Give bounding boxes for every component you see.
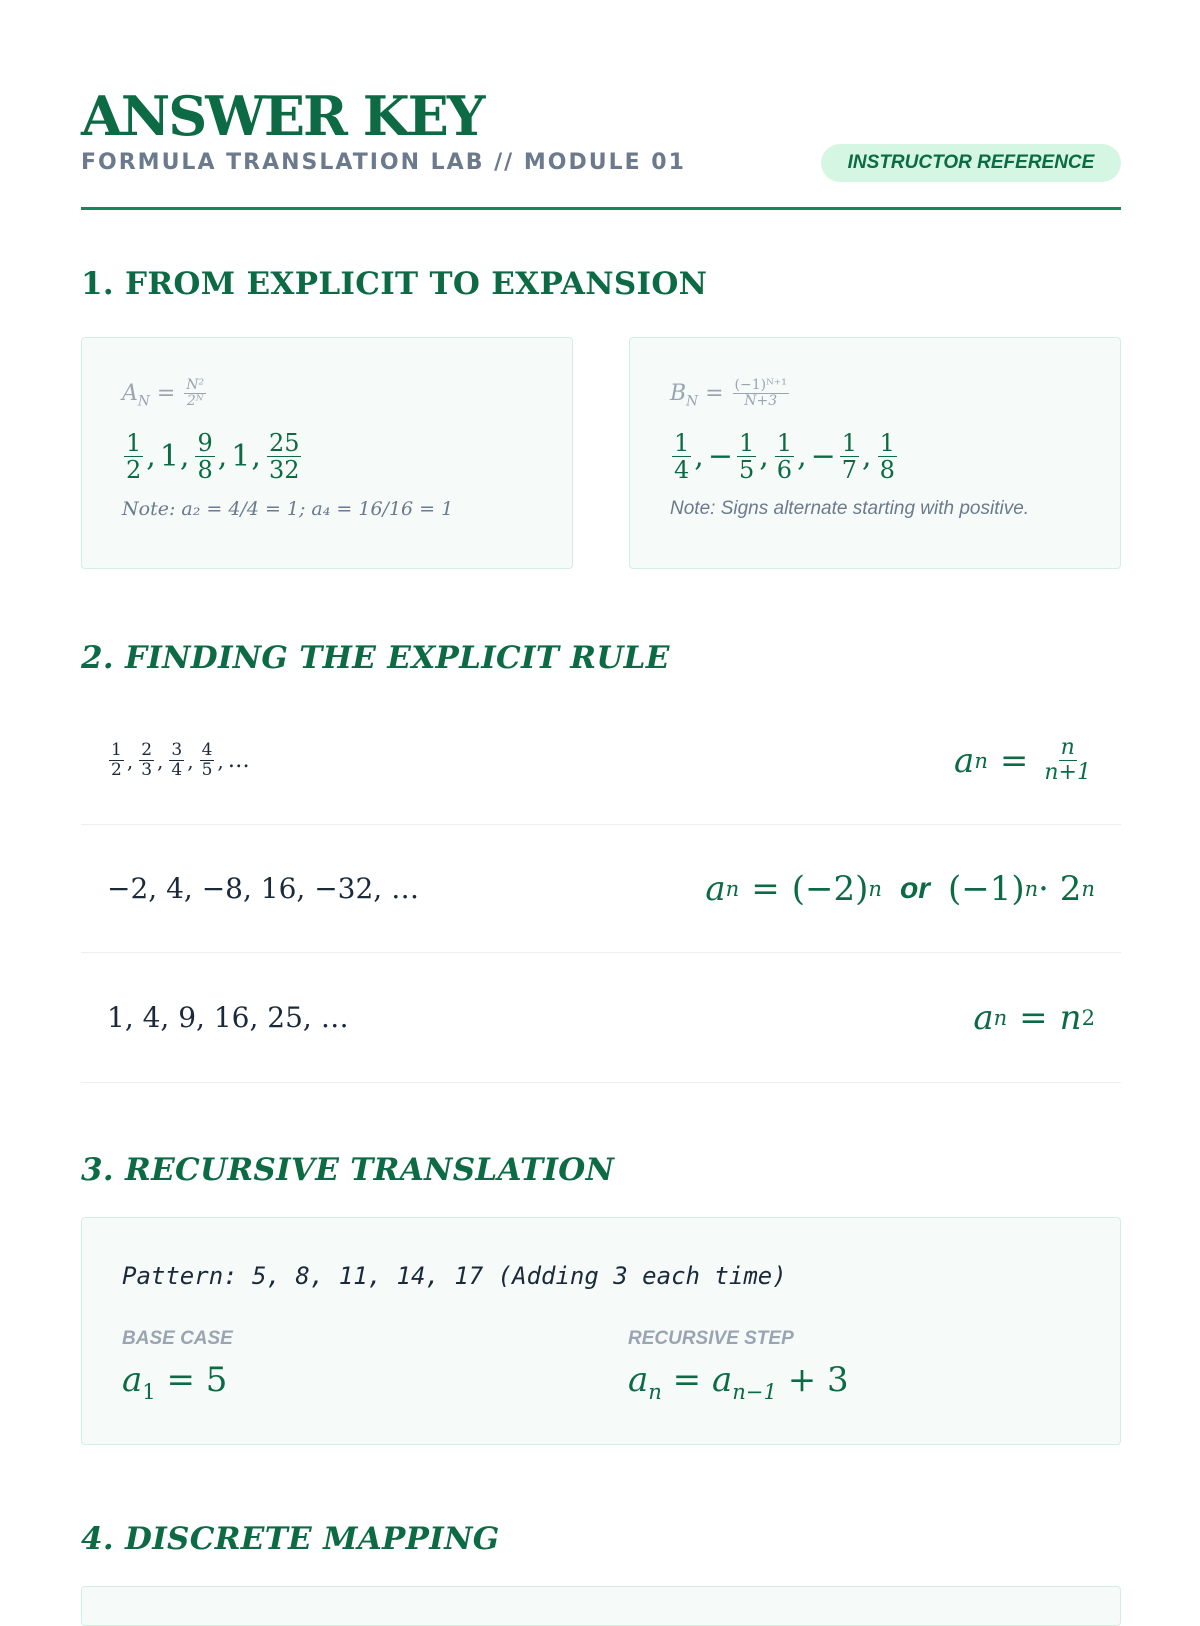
sequence-2: −2, 4, −8, 16, −32, … (107, 872, 420, 905)
base-case-label: BASE CASE (122, 1328, 233, 1349)
recursive-step-label: RECURSIVE STEP (628, 1328, 794, 1349)
formula-b-eq: = (705, 380, 724, 406)
formula-a-fraction (184, 378, 206, 410)
page-subtitle: FORMULA TRANSLATION LAB // MODULE 01 (81, 150, 686, 175)
term-b2: $\frac{1}{5}$ (738, 429, 755, 485)
term-b5: $\frac{1}{8}$ (879, 429, 895, 485)
note-a: Note: a₂ = 4/4 = 1; a₄ = 16/16 = 1 (122, 498, 454, 520)
section-4-title: 4. DISCRETE MAPPING (81, 1521, 500, 1557)
term-a2: 1 (159, 439, 179, 475)
formula-b-num: (−1)ᴺ⁺¹ (734, 377, 787, 393)
formula-b-lhs: B (670, 380, 687, 406)
pattern-text: Pattern: 5, 8, 11, 14, 17 (Adding 3 each time) (122, 1262, 787, 1290)
rule-row-2 (81, 825, 1121, 953)
term-b3: $\frac{1}{6}$ (776, 429, 793, 485)
sequence-1: $\frac{1}{2}$ , $\frac{2}{3}$ , $\frac{3}{4}$ , $\frac{4}{5}$ , … (111, 740, 250, 780)
formula-a-den: 2ᴺ (186, 393, 204, 410)
formula-a-num: N² (186, 377, 205, 393)
formula-a-eq: = (156, 380, 176, 406)
rule-2: a n = (−2) n or (−1) n · 2 n (705, 868, 1095, 909)
instructor-reference-badge: INSTRUCTOR REFERENCE (821, 144, 1121, 182)
note-b: Note: Signs alternate starting with positive. (670, 498, 1030, 519)
sequence-3: 1, 4, 9, 16, 25, … (107, 1001, 349, 1034)
recursive-step-equation: $a_n = a_{n-1} + 3$ (628, 1360, 849, 1404)
formula-a-lhs: A (122, 380, 138, 406)
formula-b-fraction (733, 378, 789, 410)
formula-b-sub: N (686, 393, 699, 410)
base-case-equation: $a_1 = 5$ (122, 1360, 228, 1404)
term-a1: $\frac{1}{2}$ (126, 429, 142, 485)
rule-1: a n = $\frac{n}{n+1}$ (954, 734, 1091, 785)
section-3-title: 3. RECURSIVE TRANSLATION (81, 1152, 615, 1188)
expansion-a: $\frac{1}{2}$ , 1 , $\frac{9}{8}$ , 1 , $\frac{25}{32}$ (126, 429, 300, 485)
page-title: ANSWER KEY (81, 84, 484, 148)
or-word: or (899, 871, 930, 905)
answer-key-page (81, 0, 1121, 1600)
discrete-mapping-box (81, 1586, 1121, 1626)
term-a5: $\frac{25}{32}$ (268, 429, 300, 485)
rule-row-3 (81, 953, 1121, 1083)
explicit-card-a (81, 337, 573, 569)
term-b1: $\frac{1}{4}$ (674, 429, 690, 485)
section-2-title: 2. FINDING THE EXPLICIT RULE (81, 640, 670, 676)
formula-a-sub: N (137, 393, 150, 410)
formula-b (670, 378, 791, 410)
header-divider (81, 207, 1121, 210)
section-1-title: 1. FROM EXPLICIT TO EXPANSION (81, 266, 708, 302)
term-a4: 1 (231, 439, 251, 475)
rule-3: a n = n 2 (973, 997, 1095, 1038)
explicit-card-b (629, 337, 1121, 569)
term-b4: $\frac{1}{7}$ (841, 429, 858, 485)
formula-b-den: N+3 (744, 393, 778, 410)
recursive-box (81, 1217, 1121, 1445)
expansion-b: $\frac{1}{4}$ , − $\frac{1}{5}$ , $\frac{1}{6}$ , − $\frac{1}{7}$ , $\frac{1}{8}$ (674, 429, 895, 485)
formula-a (122, 378, 208, 410)
rule-row-1 (81, 697, 1121, 825)
term-a3: $\frac{9}{8}$ (197, 429, 213, 485)
